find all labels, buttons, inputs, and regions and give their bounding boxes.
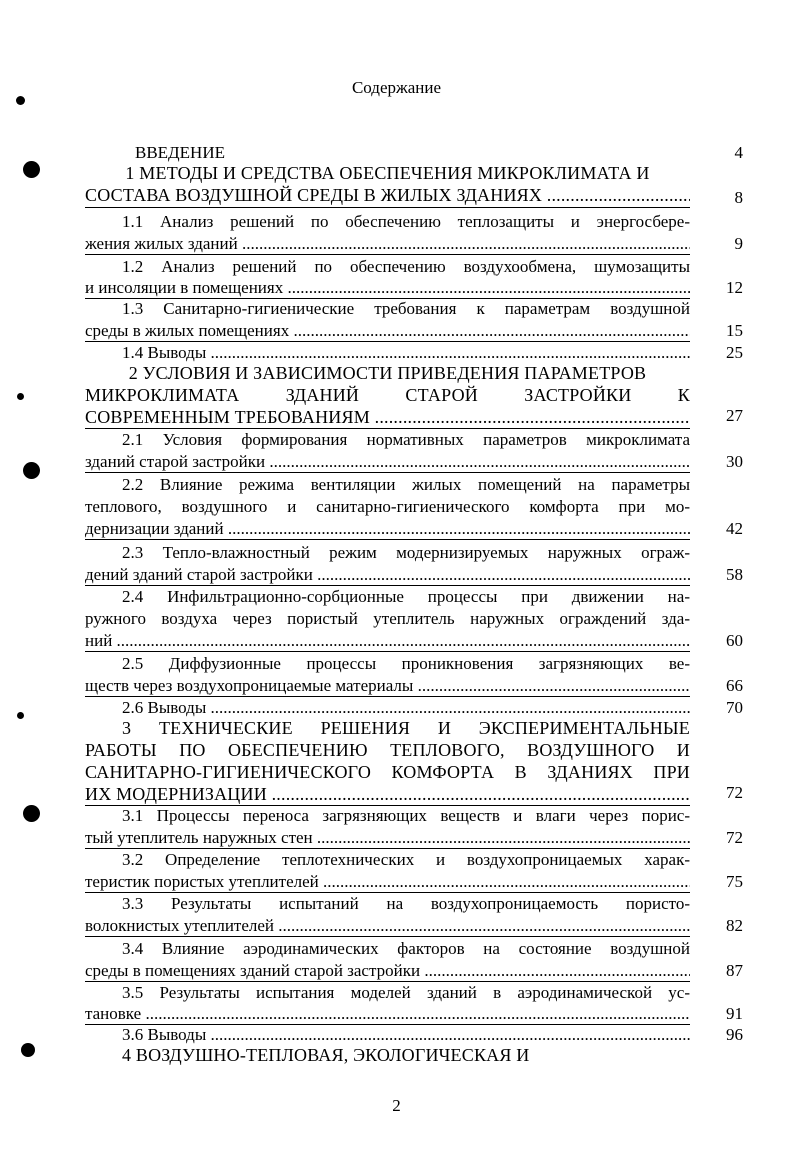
- scan-dot: [23, 161, 40, 178]
- toc-s1-1-line1[interactable]: 1.1 Анализ решений по обеспечению теплозащиты и энергосбере-: [122, 212, 690, 231]
- toc-s1-4[interactable]: 1.4 Выводы .....: [85, 342, 690, 363]
- scan-dot: [17, 393, 24, 400]
- toc-s3-5-line2[interactable]: тановке .....: [85, 1003, 690, 1024]
- toc-s2-2-line3[interactable]: дернизации зданий .....: [85, 518, 690, 539]
- toc-s3-2-line1[interactable]: 3.2 Определение теплотехнических и воздухопроницаемых харак-: [122, 850, 690, 869]
- scan-dot: [21, 1043, 35, 1057]
- toc-s1-4-page: 25: [726, 343, 743, 362]
- toc-s1-2-page: 12: [726, 278, 743, 297]
- toc-s3-5-line1[interactable]: 3.5 Результаты испытания моделей зданий в аэродинамической ус-: [122, 983, 690, 1002]
- toc-s3-3-line1[interactable]: 3.3 Результаты испытаний на воздухопроницаемость пористо-: [122, 894, 690, 913]
- toc-s2-4-line3[interactable]: ний .....: [85, 630, 690, 651]
- toc-ch3-line2[interactable]: РАБОТЫ ПО ОБЕСПЕЧЕНИЮ ТЕПЛОВОГО, ВОЗДУШНОГО И: [85, 740, 690, 760]
- toc-s1-2-line1[interactable]: 1.2 Анализ решений по обеспечению воздухообмена, шумозащиты: [122, 257, 690, 276]
- toc-intro[interactable]: ВВЕДЕНИЕ: [135, 143, 225, 162]
- toc-divider: [85, 936, 690, 937]
- toc-s3-2-line2[interactable]: теристик пористых утеплителей .....: [85, 871, 690, 892]
- toc-s1-1-line2[interactable]: жения жилых зданий .....: [85, 233, 690, 254]
- scan-dot: [23, 462, 40, 479]
- toc-s3-1-line2[interactable]: тый утеплитель наружных стен .....: [85, 827, 690, 848]
- toc-s3-1-line1[interactable]: 3.1 Процессы переноса загрязняющих веществ и влаги через порис-: [122, 806, 690, 825]
- toc-s2-1-line1[interactable]: 2.1 Условия формирования нормативных параметров микроклимата: [122, 430, 690, 449]
- scan-dot: [17, 712, 24, 719]
- toc-ch2-line3[interactable]: СОВРЕМЕННЫМ ТРЕБОВАНИЯМ .....: [85, 407, 690, 428]
- toc-s2-2-page: 42: [726, 519, 743, 538]
- toc-s2-1-line2[interactable]: зданий старой застройки .....: [85, 451, 690, 472]
- toc-s2-3-line1[interactable]: 2.3 Тепло-влажностный режим модернизируемых наружных ограж-: [122, 543, 690, 562]
- toc-divider: [85, 254, 690, 255]
- toc-s2-6[interactable]: 2.6 Выводы .....: [85, 697, 690, 718]
- toc-intro-page: 4: [734, 143, 743, 162]
- toc-s2-6-page: 70: [726, 698, 743, 717]
- toc-s1-3-line1[interactable]: 1.3 Санитарно-гигиенические требования к параметрам воздушной: [122, 299, 690, 318]
- toc-s2-4-page: 60: [726, 631, 743, 650]
- toc-s2-4-line2[interactable]: ружного воздуха через пористый утеплитель наружных ограждений зда-: [85, 609, 690, 628]
- toc-s3-3-line2[interactable]: волокнистых утеплителей .....: [85, 915, 690, 936]
- toc-s3-4-line1[interactable]: 3.4 Влияние аэродинамических факторов на состояние воздушной: [122, 939, 690, 958]
- toc-s2-5-page: 66: [726, 676, 743, 695]
- toc-ch3-line1[interactable]: 3 ТЕХНИЧЕСКИЕ РЕШЕНИЯ И ЭКСПЕРИМЕНТАЛЬНЫЕ: [122, 718, 690, 738]
- toc-s2-1-page: 30: [726, 452, 743, 471]
- toc-divider: [85, 539, 690, 540]
- toc-s1-2-line2[interactable]: и инсоляции в помещениях .....: [85, 277, 690, 298]
- toc-s2-5-line2[interactable]: ществ через воздухопроницаемые материалы .....: [85, 675, 690, 696]
- toc-divider: [85, 651, 690, 652]
- toc-ch2-line2[interactable]: МИКРОКЛИМАТА ЗДАНИЙ СТАРОЙ ЗАСТРОЙКИ К: [85, 385, 690, 405]
- toc-divider: [85, 207, 690, 208]
- toc-ch4-line1[interactable]: 4 ВОЗДУШНО-ТЕПЛОВАЯ, ЭКОЛОГИЧЕСКАЯ И: [122, 1045, 530, 1065]
- toc-s2-4-line1[interactable]: 2.4 Инфильтрационно-сорбционные процессы при движении на-: [122, 587, 690, 606]
- toc-ch2-page: 27: [726, 406, 743, 425]
- toc-s1-3-line2[interactable]: среды в жилых помещениях .....: [85, 320, 690, 341]
- page-title: Содержание: [351, 78, 442, 97]
- toc-s3-6-page: 96: [726, 1025, 743, 1044]
- toc-s3-5-page: 91: [726, 1004, 743, 1023]
- toc-s2-3-line2[interactable]: дений зданий старой застройки .....: [85, 564, 690, 585]
- toc-ch1-page: 8: [734, 188, 743, 207]
- scan-dot: [23, 805, 40, 822]
- toc-ch3-line3[interactable]: САНИТАРНО-ГИГИЕНИЧЕСКОГО КОМФОРТА В ЗДАНИЯХ ПРИ: [85, 762, 690, 782]
- toc-s2-2-line1[interactable]: 2.2 Влияние режима вентиляции жилых помещений на параметры: [122, 475, 690, 494]
- toc-s1-3-page: 15: [726, 321, 743, 340]
- toc-s3-4-page: 87: [726, 961, 743, 980]
- toc-s1-1-page: 9: [734, 234, 743, 253]
- toc-ch3-page: 72: [726, 783, 743, 802]
- toc-ch1-line2[interactable]: СОСТАВА ВОЗДУШНОЙ СРЕДЫ В ЖИЛЫХ ЗДАНИЯХ .....: [85, 185, 690, 206]
- toc-s3-2-page: 75: [726, 872, 743, 891]
- toc-ch3-line4[interactable]: ИХ МОДЕРНИЗАЦИИ .....: [85, 784, 690, 805]
- toc-divider: [85, 472, 690, 473]
- toc-s2-5-line1[interactable]: 2.5 Диффузионные процессы проникновения загрязняющих ве-: [122, 654, 690, 673]
- page-number: 2: [392, 1096, 401, 1115]
- toc-s2-2-line2[interactable]: теплового, воздушного и санитарно-гигиенического комфорта при мо-: [85, 497, 690, 516]
- toc-ch1-line1[interactable]: 1 МЕТОДЫ И СРЕДСТВА ОБЕСПЕЧЕНИЯ МИКРОКЛИМАТА И: [125, 163, 650, 183]
- toc-s3-1-page: 72: [726, 828, 743, 847]
- toc-ch2-line1[interactable]: 2 УСЛОВИЯ И ЗАВИСИМОСТИ ПРИВЕДЕНИЯ ПАРАМЕТРОВ: [128, 363, 647, 383]
- toc-s2-3-page: 58: [726, 565, 743, 584]
- toc-s3-3-page: 82: [726, 916, 743, 935]
- toc-s3-6[interactable]: 3.6 Выводы .....: [85, 1024, 690, 1045]
- toc-s3-4-line2[interactable]: среды в помещениях зданий старой застройки .....: [85, 960, 690, 981]
